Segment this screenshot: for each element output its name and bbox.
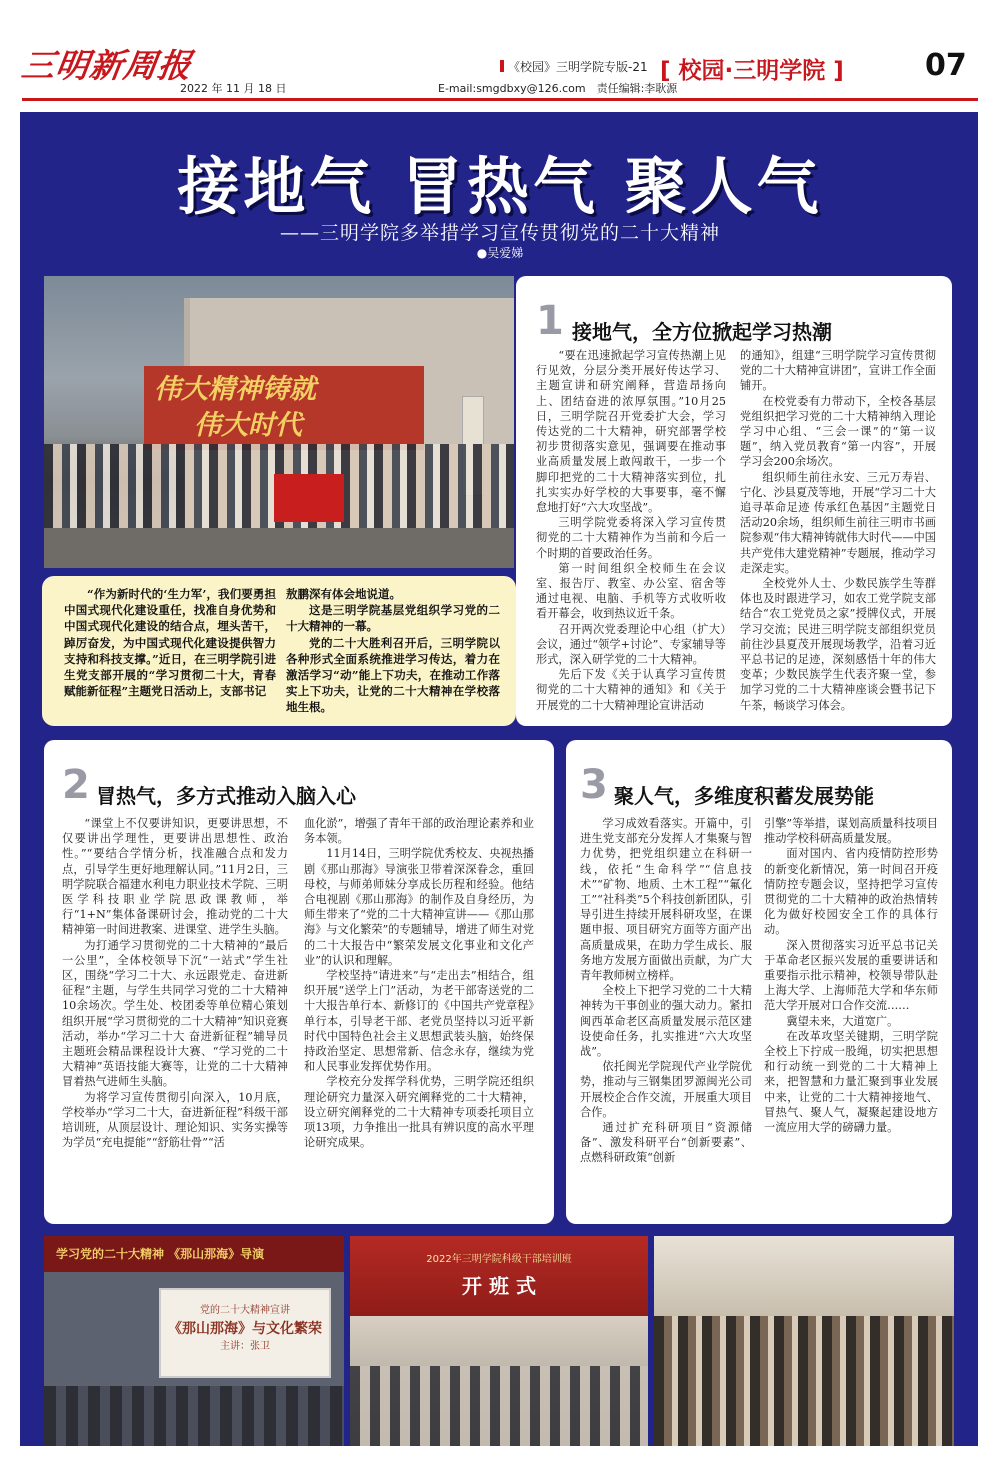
section-column-2	[304, 816, 534, 1150]
subheadline: ——三明学院多举措学习宣传贯彻党的二十大精神	[279, 222, 720, 244]
headline: 接地气 冒热气 聚人气	[177, 150, 823, 223]
paragraph: 学校坚持“请进来”与“走出去”相结合，组织开展“送学上门”活动，为老干部寄送党的二十大报告单行本、新修订的《中国共产党章程》单行本，引导老干部、老党员坚持以习近平新时代中国特色社会主义思想武装头脑，始终保持政治坚定、思想常新、信念永存，继续为党和人民事业发挥优势作用。	[304, 969, 534, 1074]
byline: ●吴爱娣	[476, 246, 524, 260]
caption-paragraph: 这是三明学院基层党组织学习党的二十大精神的一幕。	[286, 603, 500, 634]
section-column-1	[536, 348, 726, 713]
edition-text: 《校园》三明学院专版-21	[508, 60, 648, 74]
stage-headline: 开 班 式	[462, 1274, 536, 1298]
paragraph: 先后下发《关于认真学习宣传贯彻党的二十大精神的通知》和《关于开展党的二十大精神理论宣讲活动	[536, 668, 726, 712]
paragraph: 在校党委有力带动下，全校各基层党组织把学习党的二十大精神纳入理论学习中心组、“三会一课”的“第一议题”，纳入党员教育“第一内容”，开展学习会200余场次。	[740, 394, 936, 469]
paragraph: 面对国内、省内疫情防控形势的新变化新情况，第一时间召开疫情防控专题会议，坚持把学习宣传贯彻党的二十大精神的政治热情转化为做好校园安全工作的具体行动。	[764, 847, 938, 937]
training-opening-photo	[350, 1236, 648, 1446]
stage-banner: 2022年三明学院科级干部培训班	[426, 1254, 572, 1265]
slogan-text	[154, 372, 316, 444]
screen-line: 主讲：张卫	[220, 1341, 270, 1352]
paragraph: 召开两次党委理论中心组（扩大）会议，通过“领学+讨论”、专家辅导等形式，深入研学党的二十大精神。	[536, 622, 726, 667]
section-number: 1	[536, 298, 564, 344]
paragraph: 通过扩充科研项目“资源储备”、激发科研平台“创新要素”、点燃科研政策“创新	[580, 1121, 752, 1165]
paragraph: 的通知》，组建“三明学院学习宣传贯彻党的二十大精神宣讲团”，宣讲工作全面铺开。	[740, 349, 936, 393]
paragraph: 第一时间组织全校师生在会议室、报告厅、教室、办公室、宿舍等通过电视、电脑、手机等方式收听收看开幕会，收到热议近千条。	[536, 561, 726, 621]
paragraph: 引擎”等举措，谋划高质量科技项目推动学校科研高质量发展。	[764, 817, 938, 846]
issue-date: 2022 年 11 月 18 日	[180, 82, 287, 95]
group-photo	[44, 276, 514, 568]
masthead	[0, 0, 1000, 104]
paragraph: 三明学院党委将深入学习宣传贯彻党的二十大精神作为当前和今后一个时期的首要政治任务。	[536, 516, 726, 560]
section-3-box	[566, 740, 952, 1224]
meeting-photo	[654, 1236, 954, 1446]
edition-marker-icon	[500, 60, 504, 72]
section-column-1	[62, 816, 288, 1150]
audience	[44, 1386, 344, 1446]
projection-screen	[159, 1288, 331, 1378]
lecture-banner: 学习党的二十大精神 《那山那海》导演	[44, 1236, 344, 1272]
paragraph: “要在迅速掀起学习宣传热潮上见行见效，分层分类开展好传达学习、主题宣讲和研究阐释，营造昂扬向上、团结奋进的浓厚氛围。”10月25日，三明学院召开党委扩大会，学习传达党的二十大精神，研究部署学校初步贯彻落实意见，强调要在推动事业高质量发展上敢闯敢干，一步一个脚印把党的二十大精神落实到位，扎扎实实办好学校的大事要事，毫不懈怠地打好“六大攻坚战”。	[536, 349, 726, 515]
header-rule	[22, 98, 978, 101]
slogan-line-1: 伟大精神铸就	[154, 374, 316, 405]
section-2-box	[44, 740, 554, 1224]
paragraph: 11月14日，三明学院优秀校友、央视热播剧《那山那海》导演张卫带着深深眷念，重回母校，与师弟师妹分享成长历程和经验。他结合电视剧《那山那海》的制作及自身经历，为师生带来了“党的二十大精神宣讲——《那山那海》与文化繁荣”的专题辅导，增进了师生对党的二十大报告中“繁荣发展文化事业和文化产业”的认识和理解。	[304, 847, 534, 967]
paragraph: 全校上下把学习党的二十大精神转为干事创业的强大动力。紧扣闽西革命老区高质量发展示范区建设使命任务，扎实推进“六大攻坚战”。	[580, 984, 752, 1059]
caption-paragraph: “作为新时代的‘生力军’，我们要勇担中国式现代化建设重任，找准自身优势和中国式现代化建设的结合点，埋头苦干，踔厉奋发，为中国式现代化建设提供智力支持和科技支撑。”近日，在三明学院引进生党支部开展的“学习贯彻二十大，青春赋能新征程”主题党日活动上，支部书记	[64, 587, 276, 699]
section-heading: 聚人气，多维度积蓄发展势能	[614, 784, 874, 808]
paragraph: 冀望未来，大道宽广。	[786, 1014, 899, 1028]
section-column-2	[740, 348, 936, 713]
paragraph: 为将学习宣传贯彻引向深入，10月底，学校举办“学习二十大，奋进新征程”科级干部培训班，从顶层设计、理论知识、实务实操等为学员“充电提能”“舒筋壮骨”“活	[62, 1090, 288, 1150]
caption-column-1	[64, 586, 276, 699]
caption-column-2	[286, 586, 500, 716]
lead-caption-box	[42, 576, 516, 726]
paragraph: 学校充分发挥学科优势，三明学院还组织理论研究力量深入研究阐释党的二十大精神，设立研究阐释党的二十大精神专项委托项目立项13项，力争推出一批具有辨识度的高水平理论研究成果。	[304, 1075, 534, 1150]
caption-paragraph: 敖鹏深有体会地说道。	[286, 587, 401, 601]
ground	[44, 528, 514, 568]
section-heading: 冒热气，多方式推动入脑入心	[96, 784, 356, 808]
paragraph: 在改革攻坚关键期，三明学院全校上下拧成一股绳，切实把思想和行动统一到党的二十大精神上来，把智慧和力量汇聚到事业发展中来，让党的二十大精神接地气、冒热气、聚人气，凝聚起建设地方一流应用大学的磅礴力量。	[764, 1029, 938, 1135]
section-number: 2	[62, 762, 90, 808]
newspaper-logo: 三明新周报	[18, 46, 195, 85]
section-number: 3	[580, 762, 608, 808]
section-title: [ 校园·三明学院 ]	[660, 58, 844, 84]
paragraph: 组织师生前往永安、三元万寿岩、宁化、沙县夏茂等地，开展“学习二十大 追寻革命足迹 传承红色基因”主题党日活动20余场，组织师生前往三明市书画院参观“伟大精神铸就伟大时代——中国共产党伟大建党精神”专题展，推动学习走深走实。	[740, 470, 936, 575]
section-column-2	[764, 816, 938, 1135]
edition-label	[500, 58, 648, 75]
paragraph: 血化淤”，增强了青年干部的政治理论素养和业务本领。	[304, 817, 534, 846]
caption-paragraph: 党的二十大胜利召开后，三明学院以各种形式全面系统推进学习传达，着力在激活学习“动”能上下功夫，在推动工作落实上下功夫，让党的二十大精神在学校落地生根。	[286, 635, 500, 715]
paragraph: 全校党外人士、少数民族学生等群体也及时跟进学习，如农工党学院支部结合“农工党党员之家”授牌仪式，开展学习交流；民进三明学院支部组织党员前往沙县夏茂开展现场教学，沿着习近平总书记的足迹，深刻感悟十年的伟大变革；少数民族学生代表齐聚一堂，参加学习党的二十大精神座谈会暨书记下午茶，畅谈学习体会。	[740, 577, 936, 712]
screen-line: 党的二十大精神宣讲	[200, 1305, 290, 1316]
editor-contact: E-mail:smgdbxy@126.com 责任编辑:李耿源	[438, 82, 678, 95]
seated-attendees	[350, 1366, 648, 1446]
section-heading: 接地气，全方位掀起学习热潮	[572, 320, 832, 344]
paragraph: 学习成效看落实。开篇中，引进生党支部充分发挥人才集聚与智力优势，把党组织建立在科研一线，依托“生命科学”“信息技术”“矿物、地质、土木工程”“氟化工”“社科类”5个科技创新团队，引导引进生持续开展科研攻坚，在课题申报、项目研究方面等方面产出高质量成果，在助力学生成长、服务地方发展方面做出贡献，为广大青年教师树立榜样。	[580, 817, 752, 983]
paragraph: 为打通学习贯彻党的二十大精神的“最后一公里”，全体校领导下沉“一站式”学生社区，围绕“学习二十大、永远跟党走、奋进新征程”主题，与学生共同学习党的二十大精神10余场次。学生处、校团委等单位精心策划组织开展“学习贯彻党的二十大精神”知识竞赛活动，举办“学习二十大 奋进新征程”辅导员主题班会精品课程设计大赛、“学习党的二十大精神”英语技能大赛等，让党的二十大精神冒着热气进师生头脑。	[62, 938, 288, 1089]
paragraph: 深入贯彻落实习近平总书记关于革命老区振兴发展的重要讲话和重要指示批示精神，校领导带队赴上海大学、上海师范大学和华东师范大学开展对口合作交流……	[764, 938, 938, 1013]
meeting-attendees	[654, 1316, 954, 1446]
meeting-room-wall	[654, 1236, 954, 1316]
slogan-line-2: 伟大时代	[194, 410, 302, 441]
screen-title: 《那山那海》与文化繁荣	[168, 1321, 322, 1337]
lecture-photo	[44, 1236, 344, 1446]
paragraph: “课堂上不仅要讲知识，更要讲思想，不仅要讲出学理性，更要讲出思想性、政治性。”“要结合学情分析，找准融合点和发力点，引导学生更好地理解认同。”11月2日，三明学院联合福建水利电力职业技术学院、三明医学科技职业学院思政课教师，举行“1+N”集体备课研讨会，推动党的二十大精神第一时间进教案、进课堂、进学生头脑。	[62, 817, 288, 937]
party-flag-icon	[274, 474, 344, 522]
section-1-box	[516, 276, 952, 726]
section-column-1	[580, 816, 752, 1166]
page-number: 07	[925, 48, 967, 83]
paragraph: 依托闽光学院现代产业学院优势，推动与三钢集团罗源闽光公司开展校企合作交流，开展重大项目合作。	[580, 1060, 752, 1119]
